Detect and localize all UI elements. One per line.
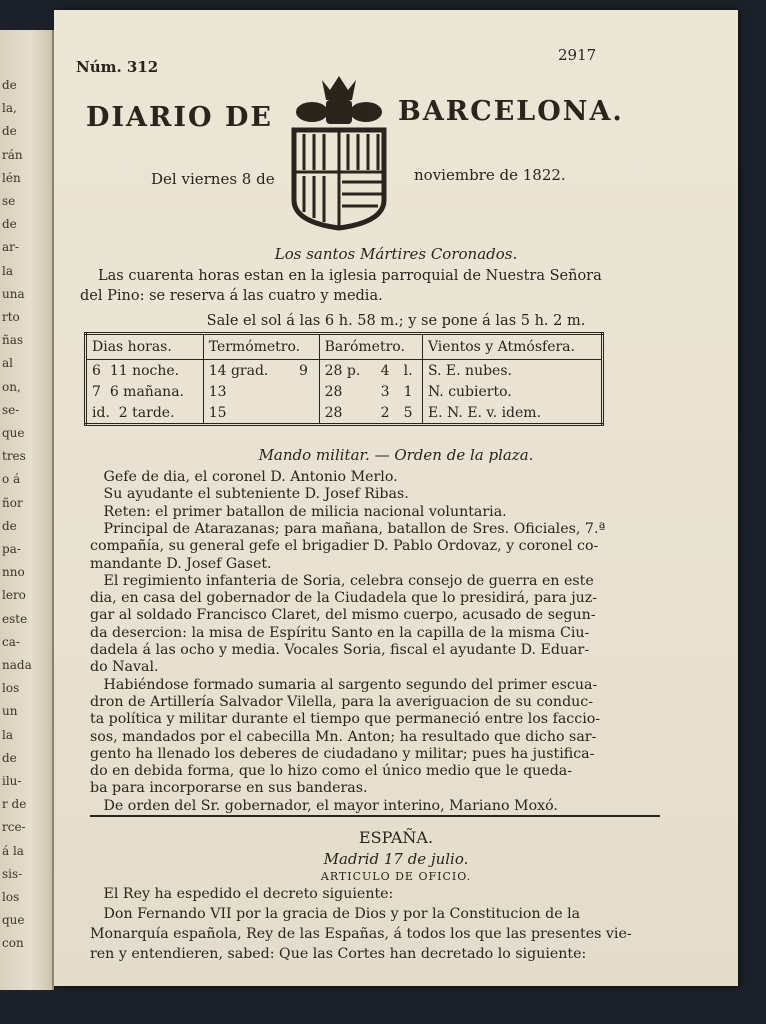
body-line: Gefe de dia, el coronel D. Antonio Merlo. (90, 469, 398, 485)
left-page-fragment: una (2, 286, 25, 301)
barometer-lines: 4 (380, 362, 390, 379)
left-page-fragment: ar- (2, 240, 19, 255)
left-page-fragment: de (2, 217, 17, 232)
page-number: 2917 (558, 46, 597, 64)
barometer-inches: 28 p. (319, 360, 375, 382)
weather-row (86, 360, 603, 382)
thermometer: 14 grad. (203, 360, 294, 382)
left-page-fragment: la (2, 263, 13, 278)
left-page-fragment: lén (2, 170, 21, 185)
thermometer-fraction (294, 381, 319, 402)
left-page-fragment: r de (2, 797, 27, 812)
left-page-fragment: la (2, 727, 13, 742)
barometer-inches: 28 (319, 402, 375, 425)
body-line: do en debida forma, que lo hizo como el único medio que le queda- (90, 763, 573, 780)
weather-header-row (86, 334, 603, 360)
weather-row (86, 402, 603, 425)
sunrise-sunset: Sale el sol á las 6 h. 58 m.; y se pone á las 5 h. 2 m. (206, 313, 586, 329)
barometer-fraction: l. (403, 362, 413, 379)
day-hour: 7 6 mañana. (92, 383, 184, 400)
header-days-hours: Dias horas. (86, 334, 204, 360)
left-page-fragment: de (2, 750, 17, 765)
saints-of-the-day: Los santos Mártires Coronados. (274, 245, 518, 263)
decree-line: Don Fernando VII por la gracia de Dios y por la Constitucion de la (90, 906, 581, 922)
header-winds: Vientos y Atmósfera. (422, 334, 602, 360)
left-page-fragment: con (2, 936, 24, 951)
left-page-fragment: o á (2, 472, 21, 487)
left-page-fragment: un (2, 704, 18, 719)
left-page-fragment: que (2, 426, 25, 440)
left-page-fragment: que (2, 913, 25, 928)
left-page-fragment: los (2, 681, 20, 696)
day-hour: id. 2 tarde. (92, 404, 175, 421)
barometer-fraction: 5 (403, 404, 413, 421)
left-page-fragment: pa- (2, 542, 21, 556)
body-line: gar al soldado Francisco Claret, del mismo cuerpo, acusado de segun- (90, 607, 596, 624)
forty-hours-line-1: Las cuarenta horas estan en la iglesia parroquial de Nuestra Señora (98, 268, 602, 284)
article-heading: ARTICULO DE OFICIO. (320, 870, 472, 883)
left-page-fragment: nada (2, 658, 32, 672)
body-line: ta política y militar durante el tiempo que permaneció entre los faccio- (90, 711, 601, 728)
left-page-fragment: los (2, 890, 20, 904)
barometer-inches: 28 (319, 381, 375, 402)
body-line: sos, mandados por el cabecilla Mn. Anton; ha resultado que dicho sar- (90, 728, 597, 745)
left-page-fragment: la, (2, 101, 17, 116)
body-line: dron de Artillería Salvador Vilella, para la averiguacion de su conduc- (90, 693, 594, 710)
left-page-fragment: tres (2, 449, 26, 464)
body-line: dadela á las ocho y media. Vocales Soria, fiscal el ayudante D. Eduar- (90, 642, 590, 658)
weather-table (84, 332, 604, 426)
divider (90, 815, 660, 817)
left-page-fragment: on, (2, 379, 21, 394)
left-page-fragment: lero (2, 588, 26, 603)
body-line: dia, en casa del gobernador de la Ciudadela que lo presidirá, para juz- (90, 590, 598, 607)
newspaper-page (54, 10, 738, 986)
decree-line: El Rey ha espedido el decreto siguiente: (90, 886, 394, 902)
left-facing-page (0, 30, 54, 990)
body-line: Principal de Atarazanas; para mañana, batallon de Sres. Oficiales, 7.ª (90, 520, 606, 537)
thermometer-fraction (294, 402, 319, 425)
coat-of-arms-icon (282, 72, 396, 232)
section-country: ESPAÑA. (358, 828, 434, 847)
barometer-fraction: 1 (403, 383, 413, 400)
left-page-fragment: se (2, 194, 16, 208)
masthead-title-left: DIARIO DE (86, 102, 273, 133)
barometer-lines: 2 (380, 404, 390, 421)
body-line: De orden del Sr. gobernador, el mayor interino, Mariano Moxó. (90, 797, 558, 814)
body-line: Reten: el primer batallon de milicia nacional voluntaria. (90, 503, 507, 520)
forty-hours-line-2: del Pino: se reserva á las cuatro y media. (80, 288, 383, 304)
thermometer-fraction: 9 (299, 362, 308, 379)
body-line: mandante D. Josef Gaset. (90, 555, 272, 572)
body-line: Habiéndose formado sumaria al sargento segundo del primer escua- (90, 676, 598, 693)
left-page-fragment: de (2, 78, 17, 92)
wind-atmosphere: N. cubierto. (422, 381, 602, 402)
left-page-fragment: nno (2, 565, 25, 580)
date-right: noviembre de 1822. (414, 166, 566, 184)
date-left: Del viernes 8 de (151, 170, 275, 188)
issue-number: Núm. 312 (76, 58, 159, 76)
left-page-fragment: de (2, 124, 17, 139)
left-page-fragment: ñas (2, 333, 24, 348)
left-page-fragment: ca- (2, 634, 20, 649)
left-page-fragment: ñor (2, 495, 23, 510)
body-line: da desercion: la misa de Espíritu Santo en la capilla de la misma Ciu- (90, 624, 590, 641)
body-line: El regimiento infanteria de Soria, celebra consejo de guerra en este (90, 572, 594, 589)
body-line: ba para incorporarse en sus banderas. (90, 780, 368, 797)
header-barometer: Barómetro. (319, 334, 422, 360)
section-heading-military: Mando militar. — Orden de la plaza. (258, 446, 534, 464)
left-page-fragment: de (2, 518, 17, 533)
decree-line: ren y entendieren, sabed: Que las Cortes han decretado lo siguiente: (90, 946, 587, 962)
day-hour: 6 11 noche. (92, 362, 180, 379)
thermometer: 13 (203, 381, 294, 402)
thermometer: 15 (203, 402, 294, 425)
left-page-fragment: sis- (2, 866, 23, 881)
left-page-fragment: ilu- (2, 774, 22, 788)
dateline-madrid: Madrid 17 de julio. (323, 850, 469, 868)
left-page-fragment: rán (2, 147, 23, 162)
left-page-fragment: rto (2, 310, 20, 324)
left-page-fragment: á la (2, 843, 24, 858)
left-page-fragment: este (2, 611, 28, 626)
wind-atmosphere: S. E. nubes. (422, 360, 602, 382)
wind-atmosphere: E. N. E. v. idem. (422, 402, 602, 425)
masthead-title-right: BARCELONA. (398, 96, 624, 127)
header-thermometer: Termómetro. (203, 334, 319, 360)
barometer-lines: 3 (380, 383, 390, 400)
body-line: gento ha llenado los deberes de ciudadano y militar; pues ha justifica- (90, 745, 595, 762)
left-page-fragment: se- (2, 402, 20, 417)
left-page-fragment: rce- (2, 820, 26, 835)
body-line: do Naval. (90, 659, 159, 676)
body-line: Su ayudante el subteniente D. Josef Ribas. (90, 486, 409, 503)
left-page-fragment: al (2, 356, 13, 371)
decree-line: Monarquía española, Rey de las Españas, á todos los que las presentes vie- (90, 926, 632, 942)
body-line: compañía, su general gefe el brigadier D. Pablo Ordovaz, y coronel co- (90, 538, 599, 555)
weather-row (86, 381, 603, 402)
